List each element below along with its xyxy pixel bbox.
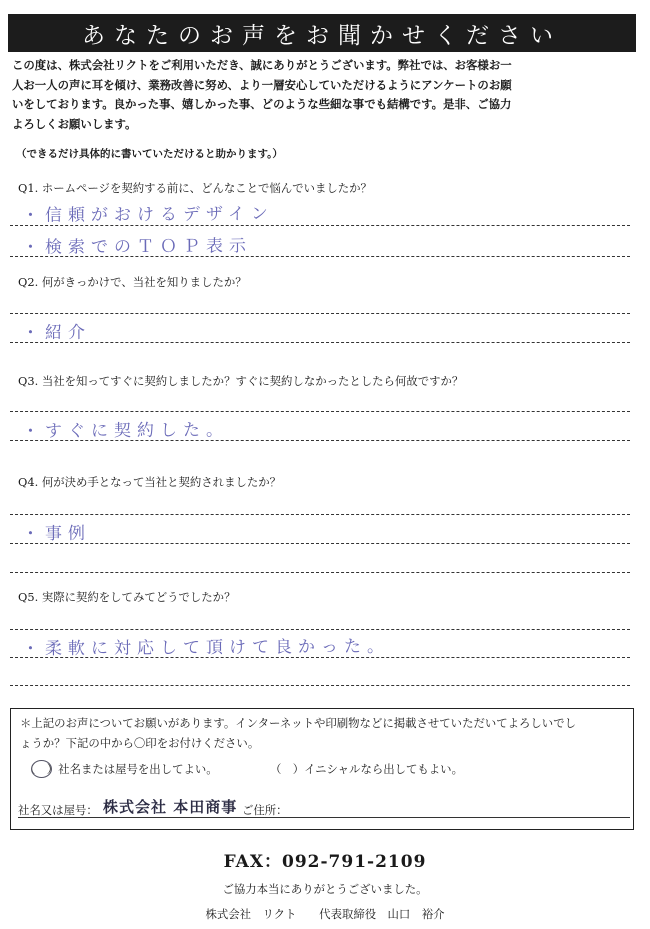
question-5: Q5. 実際に契約をしてみてどうでしたか？ <box>18 590 236 604</box>
company-value: 株式会社 本田商事 <box>103 798 238 816</box>
question-1: Q1. ホームページを契約する前に、どんなことで悩んでいましたか？ <box>18 181 372 195</box>
question-2: Q2. 何がきっかけで、当社を知りましたか？ <box>18 275 247 289</box>
option-company-name[interactable]: （ ）社名または屋号を出してよい。 <box>24 762 218 776</box>
answer-line <box>10 411 630 412</box>
circle-mark <box>31 760 52 778</box>
answer-1-line-1: ・信頼がおけるデザイン <box>21 204 274 226</box>
answer-line <box>10 514 630 515</box>
intro-line-1: この度は、株式会社リクトをご利用いただき、誠にありがとうございます。弊社では、お客様お一 <box>12 58 512 72</box>
option-initials[interactable]: （ ）イニシャルなら出してもよい。 <box>270 762 463 776</box>
intro-line-3: いをしております。良かった事、嬉しかった事、どのような些細な事でも結構です。是非、ご協力 <box>12 97 512 111</box>
intro-line-2: 人お一人の声に耳を傾け、業務改善に努め、より一層安心していただけるようにアンケートのお願 <box>12 77 512 92</box>
company-label: 社名又は屋号： <box>18 803 98 817</box>
consent-line-2: ょうか？下記の中から〇印をお付けください。 <box>20 735 260 750</box>
answer-2-line-1: ・紹介 <box>21 322 92 344</box>
question-3: Q3. 当社を知ってすぐに契約しましたか？すぐに契約しなかったとしたら何故ですか？ <box>18 374 464 388</box>
intro-note: （できるだけ具体的に書いていただけると助かります。） <box>16 148 283 160</box>
answer-line <box>10 685 630 686</box>
answer-line <box>10 572 630 573</box>
answer-5-line-1: ・柔軟に対応して頂けて良かった。 <box>21 636 391 660</box>
intro-text <box>12 56 638 134</box>
answer-line <box>10 313 630 314</box>
thanks-text: ご協力本当にありがとうございました。 <box>222 882 428 896</box>
answer-line <box>10 543 630 544</box>
answer-line <box>10 225 630 226</box>
intro-line-4: よろしくお願いします。 <box>12 116 137 131</box>
fax-number: FAX：092-791-2109 <box>223 852 427 872</box>
address-label: ご住所： <box>242 803 288 817</box>
company-underline <box>18 817 630 818</box>
consent-line-1: ＊上記のお声についてお願いがあります。インターネットや印刷物などに掲載させていただいてよろしいでし <box>20 716 576 730</box>
footer-signature: 株式会社 リクト 代表取締役 山口 裕介 <box>205 907 445 921</box>
answer-4-line-1: ・事例 <box>21 523 92 545</box>
consent-text <box>20 714 630 753</box>
answer-line <box>10 256 630 257</box>
answer-line <box>10 440 630 441</box>
answer-line <box>10 657 630 658</box>
page-title: あなたのお声をお聞かせください <box>8 14 636 52</box>
answer-3-line-1: ・すぐに契約した。 <box>21 420 230 442</box>
question-4: Q4. 何が決め手となって当社と契約されましたか？ <box>18 475 282 489</box>
answer-line <box>10 629 630 630</box>
answer-1-line-2: ・検索でのＴＯＰ表示 <box>21 236 253 258</box>
answer-line <box>10 342 630 343</box>
